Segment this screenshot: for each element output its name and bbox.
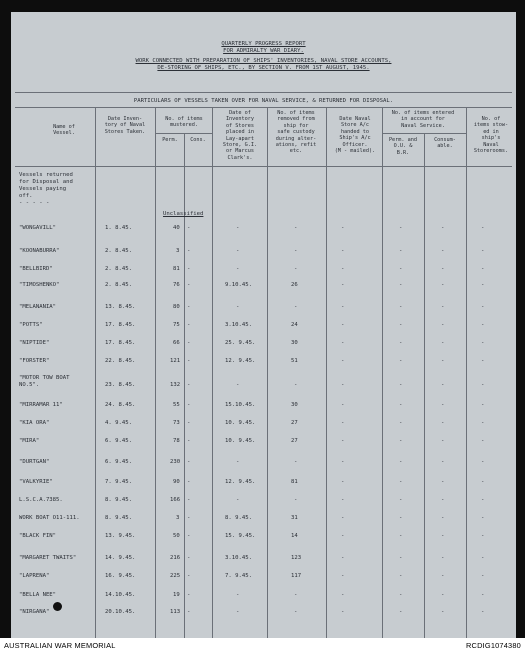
items-removed: - (294, 459, 298, 465)
empty-cell: - (441, 497, 445, 503)
empty-cell: - (341, 304, 345, 310)
empty-cell: - (399, 459, 403, 465)
empty-cell: - (399, 340, 403, 346)
items-removed: 24 (291, 322, 298, 328)
vessel-name: "DURTGAN" (19, 459, 50, 465)
items-removed: 14 (291, 533, 298, 539)
perm-items: 3 (176, 248, 180, 254)
empty-cell: - (441, 266, 445, 272)
lay-apart-date: 15. 9.45. (225, 533, 256, 539)
col-divider (382, 107, 383, 638)
items-removed: - (294, 266, 298, 272)
empty-cell: - (187, 459, 191, 465)
col-divider (212, 107, 213, 638)
empty-cell: - (441, 402, 445, 408)
col-date-inventory-stores: Date of Inventory of Stores placed in Lay-apart Store, G.I. or Marcus Clark's. (222, 110, 258, 161)
empty-cell: - (341, 438, 345, 444)
perm-items: 55 (173, 402, 180, 408)
empty-cell: - (187, 304, 191, 310)
empty-cell: - (481, 248, 485, 254)
vessel-name: "TIMOSHENKO" (19, 282, 60, 288)
items-removed: 26 (291, 282, 298, 288)
empty-cell: - (441, 459, 445, 465)
col-date-naval-store: Date Naval Store A/c handed to Ship's A/c Officer. (M - mailed). (334, 116, 376, 155)
empty-cell: - (441, 515, 445, 521)
vessel-name: "KIA ORA" (19, 420, 50, 426)
col-perm: Perm. (162, 137, 178, 143)
lay-apart-date: - (236, 382, 240, 388)
col-items-removed: No. of items removed from ship for safe custody during alter- ations, refit etc. (275, 110, 317, 155)
col-divider (326, 107, 327, 638)
lay-apart-date: - (236, 609, 240, 615)
empty-cell: - (399, 497, 403, 503)
empty-cell: - (187, 533, 191, 539)
perm-items: 40 (173, 225, 180, 231)
report-title: QUARTERLY PROGRESS REPORT (221, 41, 306, 47)
empty-cell: - (187, 497, 191, 503)
empty-cell: - (341, 340, 345, 346)
perm-items: 73 (173, 420, 180, 426)
lay-apart-date: 3.10.45. (225, 555, 252, 561)
empty-cell: - (441, 282, 445, 288)
empty-cell: - (399, 248, 403, 254)
col-items-entered: No. of items entered in account for Naval Service. (391, 110, 455, 129)
perm-items: 19 (173, 592, 180, 598)
empty-cell: - (341, 420, 345, 426)
inventory-date: 13. 9.45. (105, 533, 136, 539)
perm-items: 81 (173, 266, 180, 272)
items-removed: 31 (291, 515, 298, 521)
empty-cell: - (399, 592, 403, 598)
lay-apart-date: 12. 9.45. (225, 479, 256, 485)
empty-cell: - (399, 225, 403, 231)
vessel-name: "BLACK FIN" (19, 533, 57, 539)
empty-cell: - (441, 304, 445, 310)
empty-cell: - (399, 438, 403, 444)
perm-items: 75 (173, 322, 180, 328)
items-removed: - (294, 304, 298, 310)
empty-cell: - (481, 533, 485, 539)
table-title-rule (15, 107, 512, 108)
inventory-date: 14. 9.45. (105, 555, 136, 561)
empty-cell: - (481, 459, 485, 465)
empty-cell: - (481, 266, 485, 272)
empty-cell: - (481, 382, 485, 388)
report-description-line2: DE-STORING OF SHIPS, ETC., BY SECTION V. FROM 1ST AUGUST, 1945. (157, 65, 370, 71)
empty-cell: - (341, 515, 345, 521)
empty-cell: - (481, 358, 485, 364)
empty-cell: - (481, 402, 485, 408)
perm-items: 121 (170, 358, 181, 364)
perm-items: 76 (173, 282, 180, 288)
header-bottom-rule (15, 166, 512, 167)
empty-cell: - (187, 322, 191, 328)
items-removed: - (294, 225, 298, 231)
empty-cell: - (187, 573, 191, 579)
items-removed: - (294, 609, 298, 615)
empty-cell: - (187, 225, 191, 231)
empty-cell: - (187, 438, 191, 444)
inventory-date: 17. 8.45. (105, 322, 136, 328)
empty-cell: - (187, 340, 191, 346)
col-cons: Cons. (190, 137, 206, 143)
empty-cell: - (399, 358, 403, 364)
empty-cell: - (341, 609, 345, 615)
vessel-name: "BELLA NEE" (19, 592, 57, 598)
lay-apart-date: 15.10.45. (225, 402, 256, 408)
empty-cell: - (441, 438, 445, 444)
empty-cell: - (399, 479, 403, 485)
perm-items: 216 (170, 555, 181, 561)
empty-cell: - (341, 248, 345, 254)
inventory-date: 8. 9.45. (105, 515, 132, 521)
empty-cell: - (399, 515, 403, 521)
table-top-rule (15, 92, 512, 93)
vessel-name: WORK BOAT O11-111. (19, 515, 80, 521)
empty-cell: - (341, 479, 345, 485)
lay-apart-date: - (236, 304, 240, 310)
empty-cell: - (441, 322, 445, 328)
lay-apart-date: 10. 9.45. (225, 420, 256, 426)
items-removed: 27 (291, 438, 298, 444)
perm-items: 90 (173, 479, 180, 485)
perm-items: 66 (173, 340, 180, 346)
lay-apart-date: 7. 9.45. (225, 573, 252, 579)
empty-cell: - (341, 573, 345, 579)
inventory-date: 17. 8.45. (105, 340, 136, 346)
empty-cell: - (481, 420, 485, 426)
lay-apart-date: 12. 9.45. (225, 358, 256, 364)
items-removed: - (294, 497, 298, 503)
empty-cell: - (399, 322, 403, 328)
inventory-date: 13. 8.45. (105, 304, 136, 310)
col-divider (424, 133, 425, 638)
empty-cell: - (399, 402, 403, 408)
empty-cell: - (341, 555, 345, 561)
perm-items: 230 (170, 459, 181, 465)
lay-apart-date: 3.10.45. (225, 322, 252, 328)
report-description-line1: WORK CONNECTED WITH PREPARATION OF SHIPS' INVENTORIES, NAVAL STORE ACCOUNTS, (135, 58, 392, 64)
vessel-name: "MIRA" (19, 438, 40, 444)
table-title: PARTICULARS OF VESSELS TAKEN OVER FOR NAVAL SERVICE, & RETURNED FOR DISPOSAL. (133, 98, 394, 104)
document-page (11, 12, 516, 638)
vessel-name: "MELANANIA" (19, 304, 57, 310)
inventory-date: 14.10.45. (105, 592, 136, 598)
empty-cell: - (399, 382, 403, 388)
archive-reference: RCDIG1074380 (466, 641, 521, 650)
empty-cell: - (481, 438, 485, 444)
empty-cell: - (441, 382, 445, 388)
vessel-name: "POTTS" (19, 322, 43, 328)
lay-apart-date: 25. 9.45. (225, 340, 256, 346)
empty-cell: - (187, 282, 191, 288)
empty-cell: - (481, 322, 485, 328)
empty-cell: - (441, 555, 445, 561)
vessel-name: "KOONABURRA" (19, 248, 60, 254)
col-items-stowed: No. of items stow- ed in ship's Naval Storerooms. (473, 116, 509, 155)
col-perm-ou-br: Perm. and O.U. & B.R. (388, 137, 418, 156)
col-divider (95, 107, 96, 638)
inventory-date: 2. 8.45. (105, 248, 132, 254)
items-removed: 123 (291, 555, 302, 561)
empty-cell: - (399, 420, 403, 426)
empty-cell: - (481, 609, 485, 615)
vessel-name: "MOTOR TOW BOAT NO.5". (19, 375, 70, 388)
empty-cell: - (441, 340, 445, 346)
vessel-name: "MIRRAMAR 11" (19, 402, 63, 408)
items-removed: 51 (291, 358, 298, 364)
perm-items: 132 (170, 382, 181, 388)
empty-cell: - (341, 459, 345, 465)
lay-apart-date: - (236, 225, 240, 231)
empty-cell: - (481, 592, 485, 598)
vessel-name: L.S.C.A.7385. (19, 497, 63, 503)
report-subtitle: FOR ADMIRALTY WAR DIARY. (223, 48, 304, 54)
lay-apart-date: - (236, 459, 240, 465)
vessel-name: "MARGARET TWAITS" (19, 555, 77, 561)
empty-cell: - (341, 282, 345, 288)
empty-cell: - (441, 248, 445, 254)
empty-cell: - (441, 358, 445, 364)
empty-cell: - (187, 592, 191, 598)
inventory-date: 2. 8.45. (105, 282, 132, 288)
inventory-date: 6. 9.45. (105, 459, 132, 465)
inventory-date: 23. 8.45. (105, 382, 136, 388)
empty-cell: - (399, 555, 403, 561)
vessel-name: "BELLBIRD" (19, 266, 53, 272)
col-items-mustered: No. of items mustered. (165, 116, 203, 129)
items-removed: 30 (291, 340, 298, 346)
perm-items: 80 (173, 304, 180, 310)
col-consumable: Consum- able. (434, 137, 456, 150)
inventory-date: 2. 8.45. (105, 266, 132, 272)
perm-items: 3 (176, 515, 180, 521)
empty-cell: - (481, 282, 485, 288)
empty-cell: - (187, 609, 191, 615)
perm-items: 113 (170, 609, 181, 615)
col-divider (184, 133, 185, 638)
vessel-name: "WONGAVILL" (19, 225, 57, 231)
empty-cell: - (187, 402, 191, 408)
lay-apart-date: - (236, 248, 240, 254)
items-removed: 27 (291, 420, 298, 426)
empty-cell: - (481, 555, 485, 561)
col-date-inventory: Date Inven- tory of Naval Stores Taken. (104, 116, 146, 135)
col-name-of-vessel: Name of Vessel. (53, 124, 75, 137)
perm-items: 50 (173, 533, 180, 539)
items-removed: 117 (291, 573, 302, 579)
empty-cell: - (399, 304, 403, 310)
empty-cell: - (481, 340, 485, 346)
section-label: Vessels returned for Disposal and Vessels paying off. - - - - - (19, 172, 73, 206)
empty-cell: - (441, 533, 445, 539)
empty-cell: - (187, 515, 191, 521)
inventory-date: 16. 9.45. (105, 573, 136, 579)
archive-credit: AUSTRALIAN WAR MEMORIAL (4, 641, 116, 650)
empty-cell: - (341, 322, 345, 328)
empty-cell: - (187, 358, 191, 364)
empty-cell: - (341, 266, 345, 272)
perm-items: 225 (170, 573, 181, 579)
empty-cell: - (187, 382, 191, 388)
empty-cell: - (399, 266, 403, 272)
col-divider (155, 107, 156, 638)
empty-cell: - (187, 555, 191, 561)
inventory-date: 1. 8.45. (105, 225, 132, 231)
inventory-date: 7. 9.45. (105, 479, 132, 485)
empty-cell: - (187, 479, 191, 485)
empty-cell: - (441, 609, 445, 615)
inventory-date: 24. 8.45. (105, 402, 136, 408)
empty-cell: - (441, 479, 445, 485)
empty-cell: - (441, 592, 445, 598)
empty-cell: - (441, 573, 445, 579)
col-divider (267, 107, 268, 638)
empty-cell: - (341, 497, 345, 503)
items-removed: - (294, 248, 298, 254)
empty-cell: - (441, 225, 445, 231)
empty-cell: - (187, 420, 191, 426)
vessel-name: "LAPRENA" (19, 573, 50, 579)
vessel-name: "NIRGANA" (19, 609, 50, 615)
empty-cell: - (341, 533, 345, 539)
empty-cell: - (441, 420, 445, 426)
unclassified-label: Unclassified (163, 211, 204, 217)
vessel-name: "VALKYRIE" (19, 479, 53, 485)
inventory-date: 8. 9.45. (105, 497, 132, 503)
empty-cell: - (481, 304, 485, 310)
empty-cell: - (341, 382, 345, 388)
lay-apart-date: - (236, 592, 240, 598)
perm-items: 166 (170, 497, 181, 503)
empty-cell: - (399, 573, 403, 579)
items-removed: 81 (291, 479, 298, 485)
punch-hole (53, 602, 62, 611)
items-removed: - (294, 592, 298, 598)
empty-cell: - (341, 358, 345, 364)
inventory-date: 4. 9.45. (105, 420, 132, 426)
empty-cell: - (187, 266, 191, 272)
empty-cell: - (481, 573, 485, 579)
inventory-date: 22. 8.45. (105, 358, 136, 364)
empty-cell: - (399, 282, 403, 288)
empty-cell: - (481, 497, 485, 503)
empty-cell: - (341, 225, 345, 231)
empty-cell: - (399, 533, 403, 539)
empty-cell: - (399, 609, 403, 615)
inventory-date: 20.10.45. (105, 609, 136, 615)
empty-cell: - (481, 225, 485, 231)
empty-cell: - (341, 592, 345, 598)
vessel-name: "NIPTIDE" (19, 340, 50, 346)
items-removed: - (294, 382, 298, 388)
lay-apart-date: 8. 9.45. (225, 515, 252, 521)
lay-apart-date: - (236, 266, 240, 272)
lay-apart-date: - (236, 497, 240, 503)
col-divider (466, 107, 467, 638)
perm-items: 78 (173, 438, 180, 444)
inventory-date: 6. 9.45. (105, 438, 132, 444)
empty-cell: - (341, 402, 345, 408)
lay-apart-date: 10. 9.45. (225, 438, 256, 444)
vessel-name: "FORSTER" (19, 358, 50, 364)
empty-cell: - (481, 479, 485, 485)
empty-cell: - (187, 248, 191, 254)
lay-apart-date: 9.10.45. (225, 282, 252, 288)
items-removed: 30 (291, 402, 298, 408)
empty-cell: - (481, 515, 485, 521)
